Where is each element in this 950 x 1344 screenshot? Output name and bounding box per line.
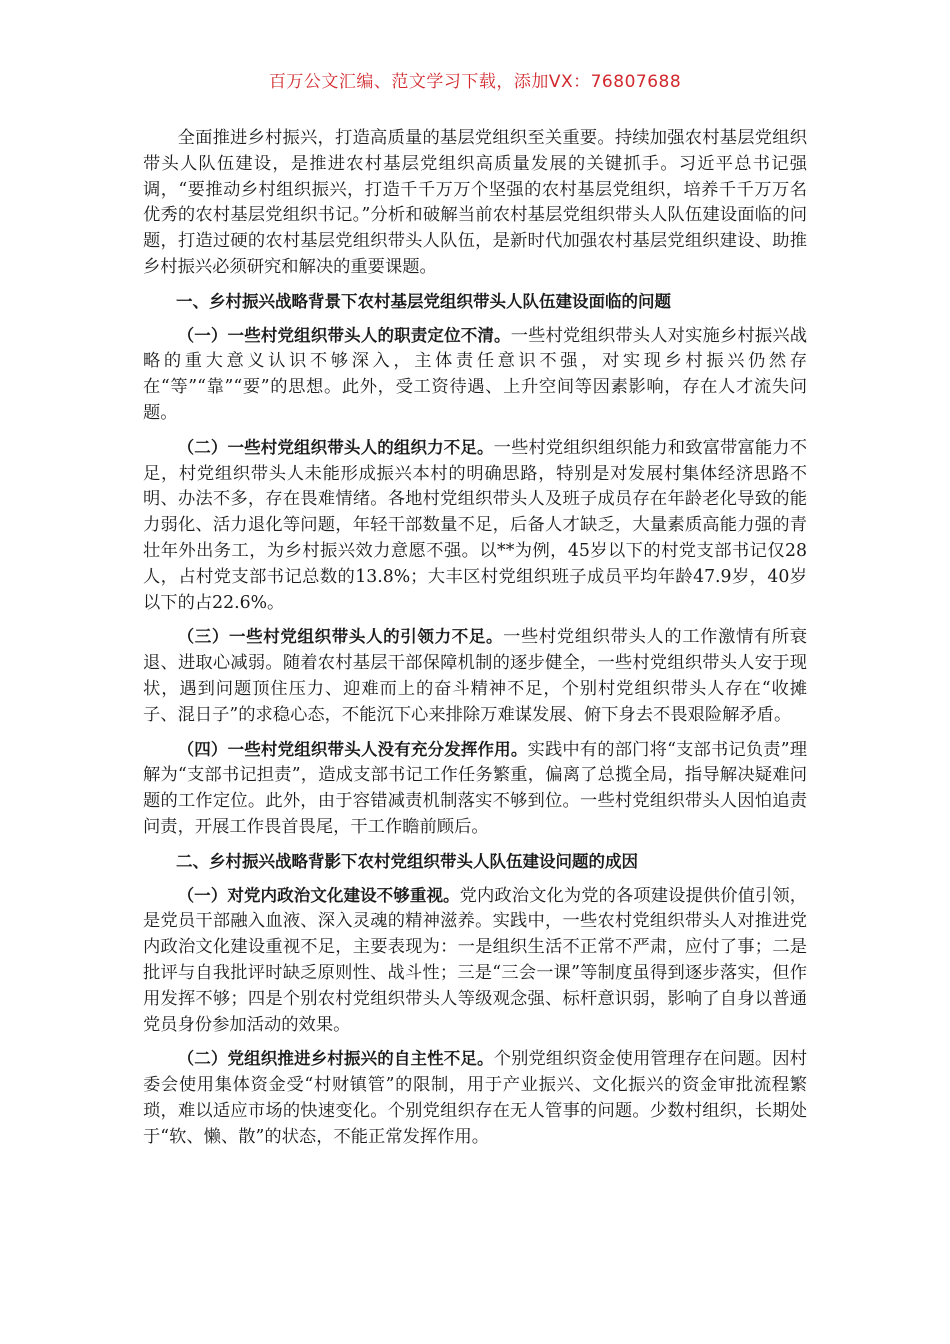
item-text: 个别党组织资金使用管理存在问题。因村委会使用集体资金受“村财镇管”的限制，用于产业振兴、文化振兴的资金审批流程繁琐，难以适应市场的快速变化。个别党组织存在无人管事的问题。少数村组织，长期处于“软、懒、散”的状态，不能正常发挥作用。: [143, 1049, 807, 1147]
item-lead: （二）一些村党组织带头人的组织力不足。: [177, 437, 494, 457]
section-2-item-1: [143, 883, 807, 1039]
section-2-item-2: [143, 1046, 807, 1150]
intro-paragraph: 全面推进乡村振兴，打造高质量的基层党组织至关重要。持续加强农村基层党组织带头人队伍建设，是推进农村基层党组织高质量发展的关键抓手。习近平总书记强调，“要推动乡村组织振兴，打造千千万万个坚强的农村基层党组织，培养千千万万名优秀的农村基层党组织书记。”分析和破解当前农村基层党组织带头人队伍建设面临的问题，打造过硬的农村基层党组织带头人队伍，是新时代加强农村基层党组织建设、助推乡村振兴必须研究和解决的重要课题。: [143, 128, 807, 277]
section-1-item-4: [143, 737, 807, 841]
item-lead: （一）一些村党组织带头人的职责定位不清。: [177, 325, 511, 345]
item-lead: （二）党组织推进乡村振兴的自主性不足。: [177, 1049, 494, 1069]
header-banner: 百万公文汇编、范文学习下载，添加VX：76807688: [268, 72, 682, 92]
item-text: 实践中有的部门将“支部书记负责”理解为“支部书记担责”，造成支部书记工作任务繁重，偏离了总揽全局，指导解决疑难问题的工作定位。此外，由于容错减责机制落实不够到位。一些村党组织带头人因怕追责问责，开展工作畏首畏尾，干工作瞻前顾后。: [143, 739, 808, 837]
section-1-heading: 一、乡村振兴战略背景下农村基层党组织带头人队伍建设面临的问题: [176, 291, 671, 311]
item-lead: （一）对党内政治文化建设不够重视。: [177, 885, 460, 905]
section-1-item-2: [143, 435, 807, 617]
item-text: 一些村党组织带头人的工作激情有所衰退、进取心减弱。随着农村基层干部保障机制的逐步健全，一些村党组织带头人安于现状，遇到问题顶住压力、迎难而上的奋斗精神不足，个别村党组织带头人存在“收摊子、混日子”的求稳心态，不能沉下心来排除万难谋发展、俯下身去不畏艰险解矛盾。: [143, 627, 807, 725]
item-text: 一些村党组织带头人对实施乡村振兴战略的重大意义认识不够深入，主体责任意识不强，对实现乡村振兴仍然存在“等”“靠”“要”的思想。此外，受工资待遇、上升空间等因素影响，存在人才流失问题。: [143, 325, 807, 423]
section-1-item-3: [143, 624, 807, 728]
item-lead: （四）一些村党组织带头人没有充分发挥作用。: [177, 739, 528, 759]
item-lead: （三）一些村党组织带头人的引领力不足。: [177, 627, 504, 647]
document-body: [143, 126, 807, 1150]
item-text: 一些村党组织组织能力和致富带富能力不足，村党组织带头人未能形成振兴本村的明确思路，特别是对发展村集体经济思路不明、办法不多，存在畏难情绪。各地村党组织带头人及班子成员存在年龄老化导致的能力弱化、活力退化等问题，年轻干部数量不足，后备人才缺乏，大量素质高能力强的青壮年外出务工，为乡村振兴效力意愿不强。以**为例，45岁以下的村党支部书记仅28人，占村党支部书记总数的13.8%；大丰区村党组织班子成员平均年龄47.9岁，40岁以下的占22.6%。: [143, 437, 807, 613]
item-text: 党内政治文化为党的各项建设提供价值引领，是党员干部融入血液、深入灵魂的精神滋养。实践中，一些农村党组织带头人对推进党内政治文化建设重视不足，主要表现为：一是组织生活不正常不严肃，应付了事；二是批评与自我批评时缺乏原则性、战斗性；三是“三会一课”等制度虽得到逐步落实，但作用发挥不够；四是个别农村党组织带头人等级观念强、标杆意识弱，影响了自身以普通党员身份参加活动的效果。: [143, 885, 807, 1035]
section-1-item-1: [143, 323, 807, 427]
section-2-heading: 二、乡村振兴战略背影下农村党组织带头人队伍建设问题的成因: [176, 851, 638, 871]
